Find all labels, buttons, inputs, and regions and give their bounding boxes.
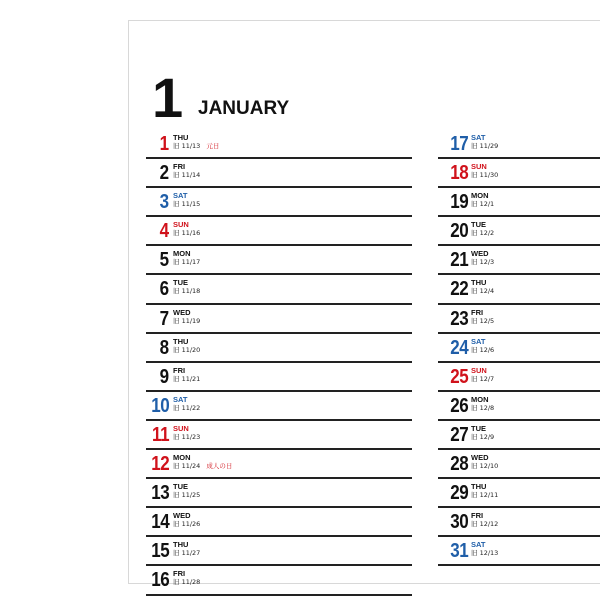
day-of-week: WED xyxy=(471,249,489,259)
day-of-week: TUE xyxy=(471,220,486,230)
lunar-date-text: 旧 12/11 xyxy=(471,491,499,500)
lunar-date xyxy=(471,200,494,209)
lunar-date xyxy=(173,520,200,529)
day-number: 23 xyxy=(449,307,468,330)
day-number: 25 xyxy=(449,365,468,388)
day-info xyxy=(173,511,200,529)
lunar-date xyxy=(173,200,200,209)
day-number: 30 xyxy=(449,511,468,534)
day-row xyxy=(438,450,600,479)
day-info xyxy=(173,569,200,587)
day-number: 8 xyxy=(159,336,169,359)
day-of-week: SUN xyxy=(173,423,189,433)
day-of-week: SUN xyxy=(173,220,189,230)
day-info xyxy=(173,308,200,326)
day-info xyxy=(471,162,498,180)
day-info xyxy=(471,511,498,529)
day-number: 2 xyxy=(159,162,169,185)
lunar-date xyxy=(173,404,200,413)
day-info xyxy=(173,278,200,296)
lunar-date xyxy=(471,404,494,413)
day-row xyxy=(146,334,412,363)
lunar-date-text: 旧 11/14 xyxy=(173,171,201,180)
day-info xyxy=(471,249,494,267)
day-info xyxy=(173,191,200,209)
lunar-date xyxy=(173,142,219,151)
day-info xyxy=(471,540,498,558)
lunar-date xyxy=(471,287,494,296)
lunar-date xyxy=(471,171,498,180)
day-row xyxy=(438,334,600,363)
lunar-date-text: 旧 12/12 xyxy=(471,520,499,529)
day-row xyxy=(146,130,412,159)
lunar-date-text: 旧 11/13 xyxy=(173,142,201,150)
day-row xyxy=(146,392,412,421)
day-number: 27 xyxy=(449,423,468,446)
day-number: 6 xyxy=(159,278,169,301)
month-name: JANUARY xyxy=(198,98,290,119)
day-number: 19 xyxy=(449,191,468,214)
day-number: 16 xyxy=(150,569,169,592)
day-row xyxy=(438,275,600,304)
day-of-week: SAT xyxy=(471,540,486,550)
day-info xyxy=(173,220,200,238)
day-number: 13 xyxy=(150,482,169,505)
day-of-week: MON xyxy=(173,249,191,259)
day-row xyxy=(438,159,600,188)
day-row xyxy=(438,305,600,334)
lunar-date xyxy=(471,491,498,500)
day-of-week: WED xyxy=(173,307,191,317)
day-of-week: MON xyxy=(173,453,191,463)
lunar-date-text: 旧 12/10 xyxy=(471,462,499,471)
day-number: 24 xyxy=(449,336,468,359)
day-of-week: SAT xyxy=(471,336,486,346)
day-row xyxy=(438,217,600,246)
lunar-date-text: 旧 11/26 xyxy=(173,520,201,529)
day-row xyxy=(438,130,600,159)
day-info xyxy=(471,366,494,384)
lunar-date xyxy=(173,491,200,500)
day-of-week: TUE xyxy=(173,482,188,492)
day-number: 17 xyxy=(449,133,468,155)
lunar-date xyxy=(471,229,494,238)
lunar-date xyxy=(471,433,494,442)
lunar-date-text: 旧 11/29 xyxy=(471,142,499,150)
day-row xyxy=(438,246,600,275)
day-row xyxy=(438,508,600,537)
lunar-date xyxy=(173,433,200,442)
lunar-date-text: 旧 11/30 xyxy=(471,171,499,180)
lunar-date xyxy=(471,520,498,529)
day-number: 18 xyxy=(449,162,468,185)
day-row xyxy=(438,479,600,508)
day-info xyxy=(471,424,494,442)
day-number: 28 xyxy=(449,453,468,476)
day-info xyxy=(471,191,494,209)
day-number: 20 xyxy=(449,220,468,243)
lunar-date xyxy=(173,258,200,267)
holiday-name: 元日 xyxy=(206,142,220,150)
lunar-date xyxy=(471,142,498,151)
day-of-week: MON xyxy=(471,191,489,201)
lunar-date-text: 旧 12/1 xyxy=(471,200,495,209)
lunar-date-text: 旧 11/18 xyxy=(173,287,201,296)
lunar-date-text: 旧 12/7 xyxy=(471,374,495,383)
day-number: 15 xyxy=(150,540,169,563)
lunar-date xyxy=(173,549,200,558)
lunar-date xyxy=(471,462,498,471)
day-of-week: SUN xyxy=(471,162,487,172)
day-of-week: FRI xyxy=(173,162,186,172)
day-info xyxy=(173,366,200,384)
day-info xyxy=(471,133,498,151)
lunar-date-text: 旧 12/8 xyxy=(471,403,495,412)
day-of-week: TUE xyxy=(173,278,188,288)
lunar-date xyxy=(471,317,494,326)
day-row xyxy=(146,159,412,188)
lunar-date xyxy=(173,171,200,180)
day-number: 11 xyxy=(151,423,169,446)
day-of-week: SAT xyxy=(173,394,188,404)
day-info xyxy=(471,337,494,355)
day-info xyxy=(471,395,494,413)
day-info xyxy=(173,395,200,413)
lunar-date xyxy=(471,375,494,384)
day-info xyxy=(471,278,494,296)
day-of-week: WED xyxy=(471,453,489,463)
day-number: 12 xyxy=(150,453,169,476)
lunar-date-text: 旧 11/27 xyxy=(173,549,201,558)
day-of-week: THU xyxy=(471,482,487,492)
lunar-date-text: 旧 11/24 xyxy=(173,462,201,471)
day-info xyxy=(173,482,200,500)
lunar-date-text: 旧 11/19 xyxy=(173,316,201,325)
day-of-week: TUE xyxy=(471,423,486,433)
day-of-week: MON xyxy=(471,394,489,404)
day-row xyxy=(146,217,412,246)
day-number: 10 xyxy=(150,394,169,417)
lunar-date-text: 旧 12/13 xyxy=(471,549,499,558)
day-info xyxy=(471,220,494,238)
day-row xyxy=(146,479,412,508)
day-row xyxy=(146,188,412,217)
day-row xyxy=(146,246,412,275)
day-number: 22 xyxy=(449,278,468,301)
day-of-week: FRI xyxy=(471,511,484,521)
day-of-week: THU xyxy=(173,133,189,142)
day-info xyxy=(471,482,498,500)
day-number: 4 xyxy=(159,220,169,243)
day-of-week: THU xyxy=(173,336,189,346)
lunar-date-text: 旧 12/5 xyxy=(471,316,495,325)
day-info xyxy=(173,337,200,355)
day-info xyxy=(173,424,200,442)
lunar-date-text: 旧 11/16 xyxy=(173,229,201,238)
day-info xyxy=(173,162,200,180)
day-row xyxy=(146,450,412,479)
day-of-week: FRI xyxy=(173,365,186,375)
day-row xyxy=(438,537,600,566)
lunar-date-text: 旧 11/23 xyxy=(173,432,201,441)
day-of-week: SAT xyxy=(471,133,486,142)
lunar-date xyxy=(173,578,200,587)
lunar-date xyxy=(173,346,200,355)
day-row xyxy=(146,566,412,595)
lunar-date-text: 旧 12/4 xyxy=(471,287,495,296)
day-info xyxy=(173,453,232,471)
day-row xyxy=(438,188,600,217)
day-number: 5 xyxy=(159,249,169,272)
day-number: 14 xyxy=(150,511,169,534)
day-number: 26 xyxy=(449,394,468,417)
lunar-date-text: 旧 12/3 xyxy=(471,258,495,267)
day-row xyxy=(146,275,412,304)
day-info xyxy=(173,249,200,267)
lunar-date-text: 旧 11/22 xyxy=(173,403,201,412)
day-number: 1 xyxy=(159,133,169,155)
lunar-date-text: 旧 11/21 xyxy=(173,374,201,383)
day-row xyxy=(146,363,412,392)
day-row xyxy=(438,421,600,450)
lunar-date-text: 旧 12/9 xyxy=(471,432,495,441)
day-of-week: SUN xyxy=(471,365,487,375)
days-column-right xyxy=(438,130,600,566)
lunar-date-text: 旧 11/17 xyxy=(173,258,201,267)
day-info xyxy=(471,308,494,326)
day-number: 31 xyxy=(449,540,468,563)
lunar-date-text: 旧 12/2 xyxy=(471,229,495,238)
day-info xyxy=(471,453,498,471)
day-row xyxy=(146,305,412,334)
day-number: 7 xyxy=(159,307,169,330)
day-row xyxy=(146,508,412,537)
month-number: 1 xyxy=(152,66,182,129)
lunar-date-text: 旧 11/28 xyxy=(173,578,201,587)
lunar-date xyxy=(173,317,200,326)
lunar-date-text: 旧 11/15 xyxy=(173,200,201,209)
day-of-week: WED xyxy=(173,511,191,521)
day-of-week: THU xyxy=(173,540,189,550)
day-info xyxy=(173,133,219,151)
day-of-week: THU xyxy=(471,278,487,288)
lunar-date xyxy=(173,287,200,296)
lunar-date xyxy=(173,462,232,471)
day-of-week: FRI xyxy=(173,569,186,579)
lunar-date xyxy=(173,375,200,384)
day-of-week: SAT xyxy=(173,191,188,201)
day-number: 9 xyxy=(159,365,169,388)
lunar-date xyxy=(173,229,200,238)
lunar-date xyxy=(471,258,494,267)
day-row xyxy=(146,421,412,450)
day-of-week: FRI xyxy=(471,307,484,317)
lunar-date-text: 旧 12/6 xyxy=(471,345,495,354)
day-row xyxy=(438,392,600,421)
days-column-left xyxy=(146,130,412,596)
day-info xyxy=(173,540,200,558)
day-number: 3 xyxy=(159,191,169,214)
lunar-date-text: 旧 11/25 xyxy=(173,491,201,500)
day-row xyxy=(438,363,600,392)
holiday-name: 成人の日 xyxy=(206,462,233,471)
day-number: 29 xyxy=(449,482,468,505)
lunar-date-text: 旧 11/20 xyxy=(173,345,201,354)
day-row xyxy=(146,537,412,566)
lunar-date xyxy=(471,549,498,558)
day-number: 21 xyxy=(449,249,468,272)
lunar-date xyxy=(471,346,494,355)
